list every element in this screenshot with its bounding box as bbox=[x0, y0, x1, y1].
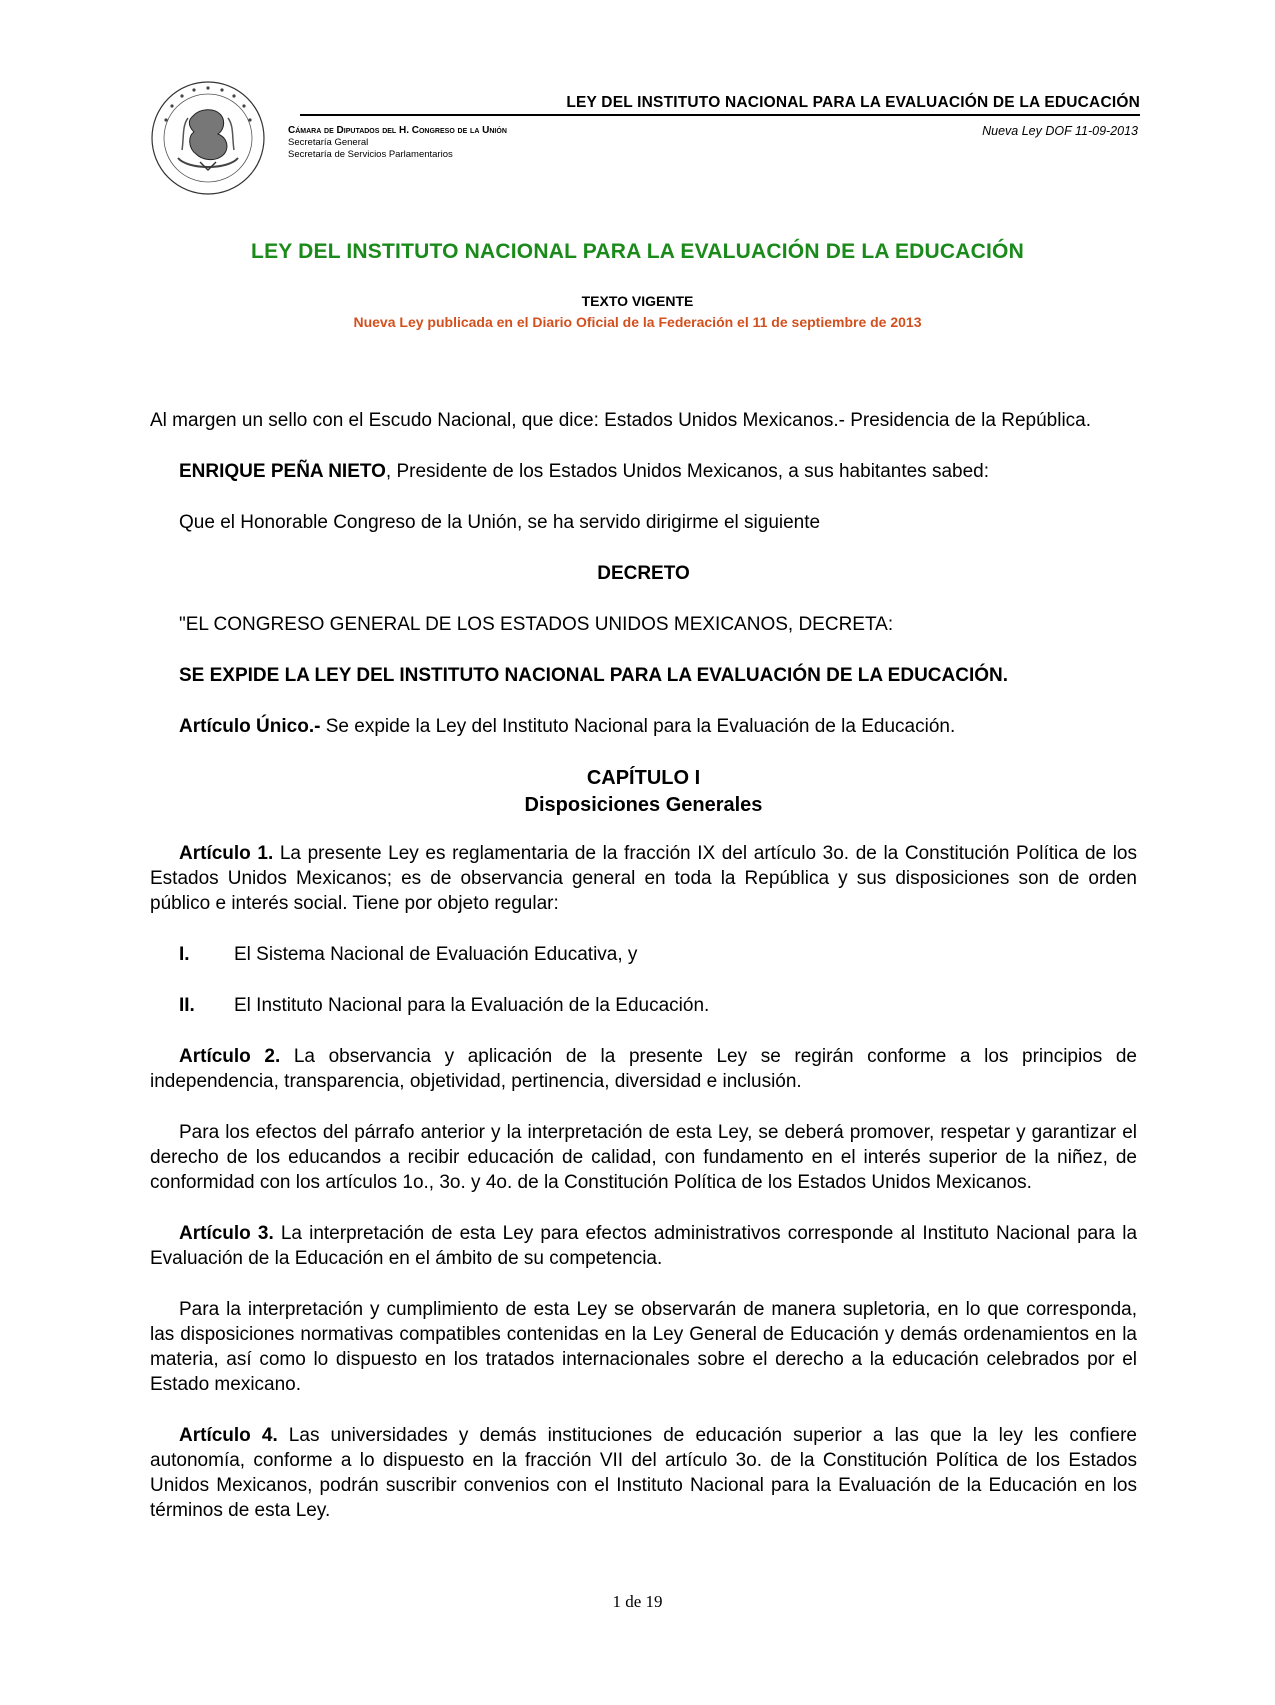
article-2-label: Artículo 2. bbox=[179, 1046, 281, 1067]
article-1 bbox=[150, 841, 1137, 916]
list-item-number: I. bbox=[179, 944, 190, 965]
articulo-unico-label: Artículo Único.- bbox=[179, 716, 321, 737]
article-4-text: Las universidades y demás instituciones de educación superior a las que la ley les confiere autonomía, conforme a lo dispuesto en la fracción VII del artículo 3o. de la Constitución Política de los Estados Unidos Mexicanos, podrán suscribir convenios con el Instituto Nacional para la Evaluación de la Educación en los términos de esta Ley. bbox=[150, 1425, 1137, 1521]
document-status: TEXTO VIGENTE bbox=[581, 293, 694, 309]
document-title: LEY DEL INSTITUTO NACIONAL PARA LA EVALUACIÓN DE LA EDUCACIÓN bbox=[251, 240, 1024, 263]
header-institution: Cámara de Diputados del H. Congreso de la Unión bbox=[288, 125, 507, 136]
article-2 bbox=[150, 1044, 1137, 1094]
list-item bbox=[150, 993, 1137, 1018]
decreto-heading: DECRETO bbox=[597, 563, 690, 584]
article-4-label: Artículo 4. bbox=[179, 1425, 278, 1446]
chapter-name: Disposiciones Generales bbox=[524, 794, 763, 816]
header-institution-block bbox=[288, 125, 507, 161]
president-text: , Presidente de los Estados Unidos Mexicanos, a sus habitantes sabed: bbox=[385, 461, 989, 482]
president-paragraph bbox=[150, 459, 1137, 484]
article-1-text: La presente Ley es reglamentaria de la fracción IX del artículo 3o. de la Constitución Política de los Estados Unidos Mexicanos; es de observancia general en toda la República y sus disposiciones son de orden público e interés social. Tiene por objeto regular: bbox=[150, 843, 1137, 914]
article-3-text: La interpretación de esta Ley para efectos administrativos corresponde al Instituto Nacional para la Evaluación de la Educación en el ámbito de su competencia. bbox=[150, 1223, 1138, 1269]
chapter-heading bbox=[150, 765, 1137, 819]
list-item-text: El Instituto Nacional para la Evaluación de la Educación. bbox=[234, 995, 710, 1016]
article-2-text: La observancia y aplicación de la presente Ley se regirán conforme a los principios de independencia, transparencia, objetividad, pertinencia, diversidad e inclusión. bbox=[150, 1046, 1138, 1092]
articulo-unico bbox=[150, 714, 1137, 739]
list-item-text: El Sistema Nacional de Evaluación Educativa, y bbox=[234, 944, 638, 965]
running-header-title: LEY DEL INSTITUTO NACIONAL PARA LA EVALUACIÓN DE LA EDUCACIÓN bbox=[300, 94, 1140, 116]
article-4 bbox=[150, 1423, 1137, 1523]
article-3 bbox=[150, 1221, 1137, 1271]
article-3-label: Artículo 3. bbox=[179, 1223, 274, 1244]
header-secretaria-general: Secretaría General bbox=[288, 137, 369, 148]
document-body bbox=[150, 408, 1137, 1549]
header-date: Nueva Ley DOF 11-09-2013 bbox=[982, 124, 1138, 138]
list-item-number: II. bbox=[179, 995, 195, 1016]
article-2-paragraph-2: Para los efectos del párrafo anterior y la interpretación de esta Ley, se deberá promover, respetar y garantizar el derecho de los educandos a recibir educación de calidad, con fundamento en el interés superior de la niñez, de conformidad con los artículos 1o., 3o. y 4o. de la Constitución Política de los Estados Unidos Mexicanos. bbox=[150, 1122, 1137, 1193]
article-1-label: Artículo 1. bbox=[179, 843, 274, 864]
publication-note: Nueva Ley publicada en el Diario Oficial de la Federación el 11 de septiembre de 2013 bbox=[353, 314, 922, 330]
chapter-number: CAPÍTULO I bbox=[586, 767, 701, 789]
list-item bbox=[150, 942, 1137, 967]
expide-paragraph: SE EXPIDE LA LEY DEL INSTITUTO NACIONAL PARA LA EVALUACIÓN DE LA EDUCACIÓN. bbox=[179, 665, 1009, 686]
header-secretaria-servicios: Secretaría de Servicios Parlamentarios bbox=[288, 149, 453, 160]
margin-note: Al margen un sello con el Escudo Nacional, que dice: Estados Unidos Mexicanos.- Presidencia de la República. bbox=[150, 410, 1092, 431]
decreta-paragraph: "EL CONGRESO GENERAL DE LOS ESTADOS UNIDOS MEXICANOS, DECRETA: bbox=[179, 614, 894, 635]
mexican-coat-of-arms-seal-icon bbox=[148, 78, 268, 198]
article-3-paragraph-2: Para la interpretación y cumplimiento de esta Ley se observarán de manera supletoria, en lo que corresponda, las disposiciones normativas compatibles contenidas en la Ley General de Educación y demás ordenamientos en la materia, así como lo dispuesto en los tratados internacionales sobre el derecho a la educación celebrados por el Estado mexicano. bbox=[150, 1299, 1137, 1395]
congress-paragraph: Que el Honorable Congreso de la Unión, se ha servido dirigirme el siguiente bbox=[179, 512, 821, 533]
articulo-unico-text: Se expide la Ley del Instituto Nacional para la Evaluación de la Educación. bbox=[320, 716, 956, 737]
page-number: 1 de 19 bbox=[612, 1592, 663, 1611]
president-name: ENRIQUE PEÑA NIETO bbox=[179, 461, 386, 482]
